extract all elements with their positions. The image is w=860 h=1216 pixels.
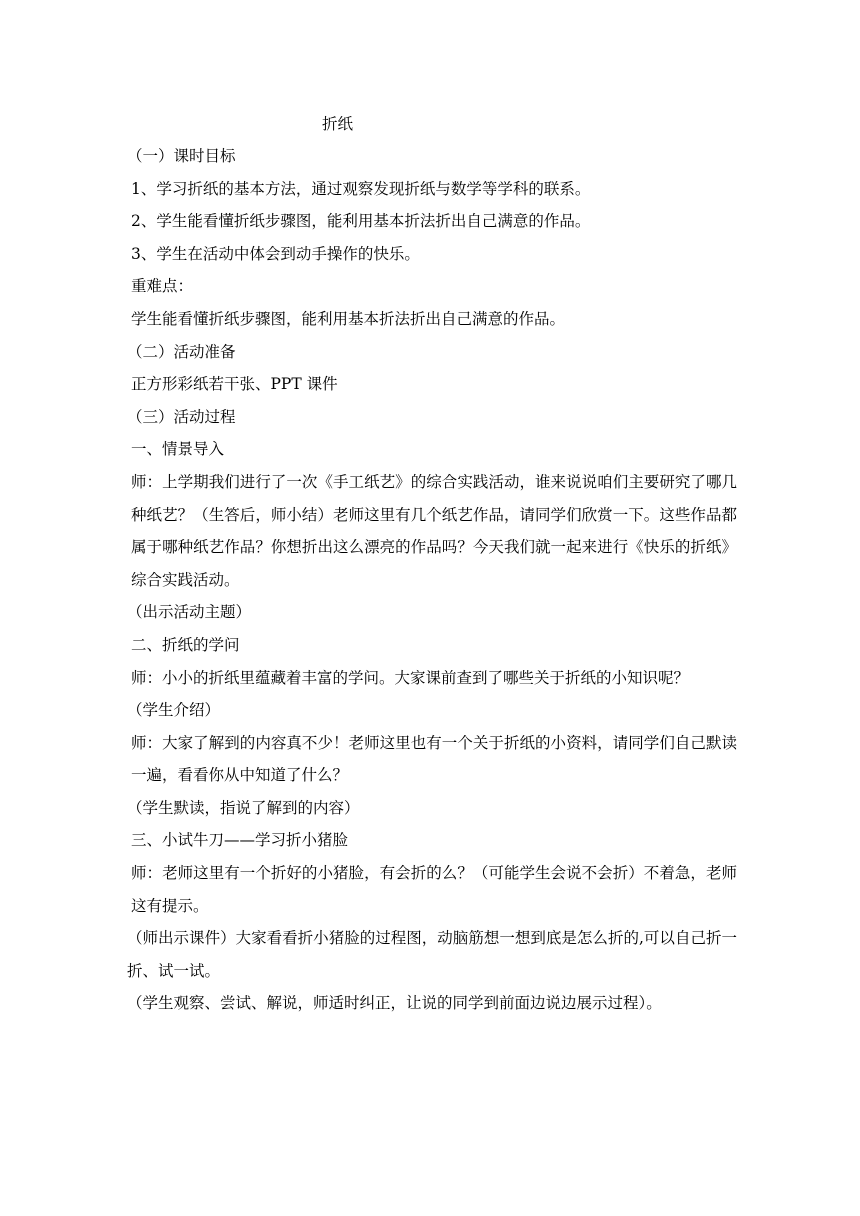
paragraph-pig-face: 师：老师这里有一个折好的小猪脸，有会折的么？（可能学生会说不会折）不着急，老师这有提示。	[131, 864, 737, 915]
paragraph-knowledge: 师：小小的折纸里蕴藏着丰富的学问。大家课前查到了哪些关于折纸的小知识呢？	[131, 668, 690, 687]
section-heading-preparation: （二）活动准备	[127, 342, 236, 361]
paragraph-student-intro: （学生介绍）	[127, 701, 221, 720]
section-heading-objectives: （一）课时目标	[127, 147, 236, 165]
paragraph-teacher-intro: 师：上学期我们进行了一次《手工纸艺》的综合实践活动，谁来说说咱们主要研究了哪几种纸艺？（生答后，师小结）老师这里有几个纸艺作品，请同学们欣赏一下。这些作品都属于哪种纸艺作品？你想折出这么漂亮的作品吗？今天我们就一起来进行《快乐的折纸》综合实践活动。	[131, 472, 737, 589]
step-heading-2: 二、折纸的学问	[131, 635, 240, 654]
objective-item-1: 1、学习折纸的基本方法，通过观察发现折纸与数学等学科的联系。	[131, 179, 591, 198]
paragraph-show-topic: （出示活动主题）	[127, 603, 252, 622]
objective-item-2: 2、学生能看懂折纸步骤图，能利用基本折法折出自己满意的作品。	[131, 212, 591, 231]
document-body	[127, 108, 737, 1020]
paragraph-courseware: （师出示课件）大家看看折小猪脸的过程图，动脑筋想一想到底是怎么折的,可以自己折一折、试一试。	[127, 929, 737, 980]
paragraph-student-practice: （学生观察、尝试、解说，师适时纠正，让说的同学到前面边说边展示过程）。	[127, 994, 662, 1013]
step-heading-3: 三、小试牛刀——学习折小猪脸	[131, 831, 349, 850]
step-heading-1: 一、情景导入	[131, 440, 225, 459]
paragraph-material: 师：大家了解到的内容真不少！老师这里也有一个关于折纸的小资料，请同学们自己默读一遍，看看你从中知道了什么？	[131, 733, 737, 785]
preparation-text: 正方形彩纸若干张、PPT 课件	[131, 375, 338, 394]
key-points-text: 学生能看懂折纸步骤图，能利用基本折法折出自己满意的作品。	[131, 309, 566, 328]
paragraph-silent-reading: （学生默读，指说了解到的内容）	[127, 798, 360, 817]
key-points-heading: 重难点：	[131, 277, 194, 296]
objective-item-3: 3、学生在活动中体会到动手操作的快乐。	[131, 244, 420, 263]
document-title: 折纸	[322, 115, 354, 133]
section-heading-process: （三）活动过程	[127, 407, 236, 426]
